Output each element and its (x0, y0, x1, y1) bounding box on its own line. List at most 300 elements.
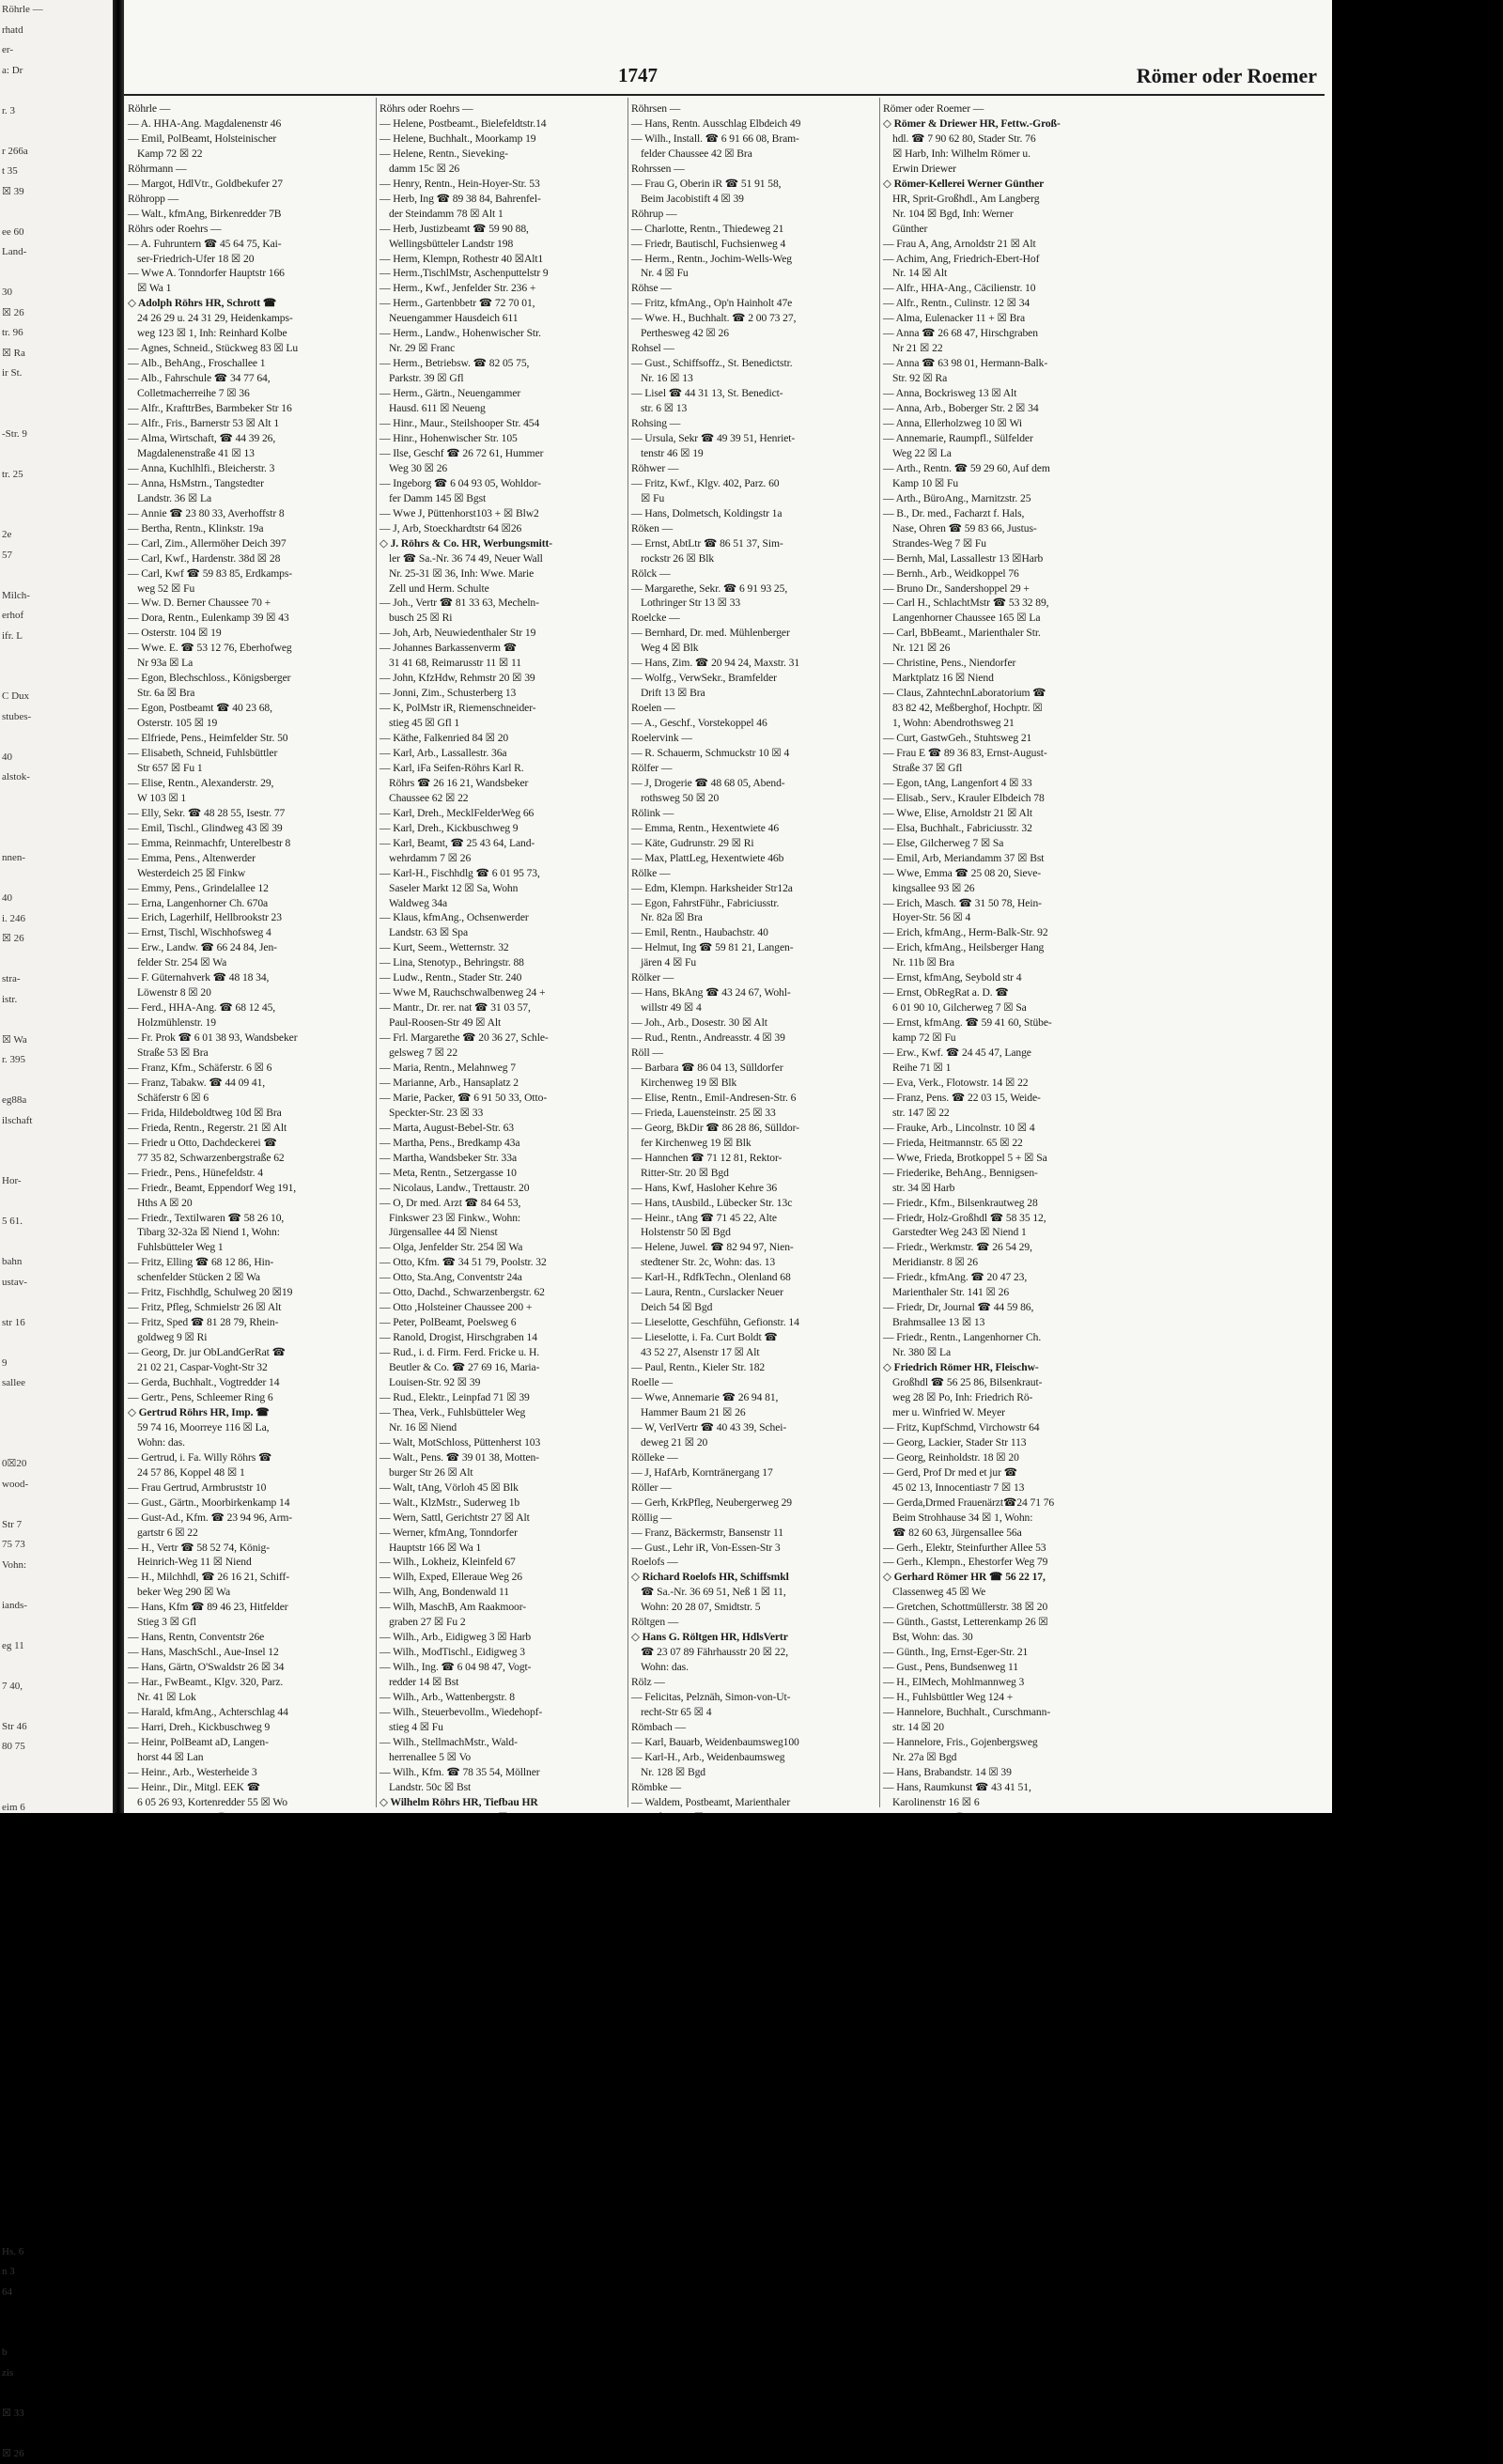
adjacent-page-text (0, 2383, 113, 2404)
directory-entry: goldweg 9 ☒ Ri (128, 1330, 376, 1345)
adjacent-page-text (0, 1616, 113, 1636)
directory-entry: ◇ J. Röhrs & Co. HR, Werbungsmitt- (380, 536, 628, 551)
directory-entry: Kamp 10 ☒ Fu (883, 476, 1131, 491)
directory-entry: ☒ Wa 1 (128, 281, 376, 296)
directory-entry: schenfelder Stücken 2 ☒ Wa (128, 1270, 376, 1285)
directory-entry: Nr. 27a ☒ Bgd (883, 1750, 1131, 1765)
adjacent-page-text: ☒ 26 (0, 929, 113, 950)
directory-entry: — Hans, tAusbild., Lübecker Str. 13c (631, 1196, 879, 1211)
directory-entry: — Max, PlattLeg, Hexentwiete 46b (631, 851, 879, 866)
directory-entry: Colletmacherreihe 7 ☒ 36 (128, 386, 376, 401)
directory-entry: Erwin Driewer (883, 162, 1131, 177)
directory-entry: — Helene, Postbeamt., Bielefeldtstr.14 (380, 116, 628, 132)
directory-entry: — Franz, Pens. ☎ 22 03 15, Weide- (883, 1091, 1131, 1106)
adjacent-page-text (0, 485, 113, 505)
directory-entry: — Walt., KlzMstr., Suderweg 1b (380, 1495, 628, 1511)
directory-entry: — Wilh., Kfm. ☎ 78 35 54, Möllner (380, 1765, 628, 1780)
directory-entry: — Ww. D. Berner Chaussee 70 + (128, 596, 376, 611)
directory-entry: — Rud., i. d. Firm. Ferd. Fricke u. H. (380, 1345, 628, 1360)
directory-entry: — Friedr., Werkmstr. ☎ 26 54 29, (883, 1240, 1131, 1255)
directory-entry: — Gerh, KrkPfleg, Neubergerweg 29 (631, 1495, 879, 1511)
adjacent-page-text: C Dux (0, 687, 113, 707)
directory-entry: — Jonni, Zim., Schusterberg 13 (380, 686, 628, 701)
directory-entry: Nr 21 ☒ 22 (883, 341, 1131, 356)
directory-entry: — Gerd, Prof Dr med et jur ☎ (883, 1465, 1131, 1480)
directory-entry: 21 02 21, Caspar-Voght-Str 32 (128, 1360, 376, 1375)
adjacent-page-text (0, 1495, 113, 1515)
directory-entry: — Karl, Bauarb, Weidenbaumsweg100 (631, 1735, 879, 1750)
directory-entry: — Hans, Kwf, Hasloher Kehre 36 (631, 1181, 879, 1196)
directory-entry: ◇ Richard Roelofs HR, Schiffsmkl (631, 1570, 879, 1585)
directory-entry: ☎ 23 07 89 Fährhausstr 20 ☒ 22, (631, 1645, 879, 1660)
directory-entry: Weg 22 ☒ La (883, 446, 1131, 461)
directory-entry: Stieg 3 ☒ Gfl (128, 1615, 376, 1630)
directory-entry: 59 74 16, Moorreye 116 ☒ La, (128, 1420, 376, 1435)
directory-entry: — Emil, PolBeamt, Holsteinischer (128, 132, 376, 147)
adjacent-page-text (0, 2181, 113, 2202)
directory-entry: — Har., FwBeamt., Klgv. 320, Parz. (128, 1675, 376, 1690)
adjacent-page-text: 57 (0, 546, 113, 566)
surname-heading: Römbach — (631, 1720, 879, 1735)
directory-entry: — Gust., Pens, Bundsenweg 11 (883, 1660, 1131, 1675)
directory-entry: Nr. 128 ☒ Bgd (631, 1765, 879, 1780)
directory-entry: Günther (883, 222, 1131, 237)
adjacent-page-text: r 266a (0, 142, 113, 163)
directory-entry: — H., ElMech, Mohlmannweg 3 (883, 1675, 1131, 1690)
directory-entry: Nr. 25-31 ☒ 36, Inh: Wwe. Marie (380, 566, 628, 581)
directory-entry: — Heinr., Dir., Mitgl. EEK ☎ (128, 1780, 376, 1795)
directory-entry: — Gertrud, i. Fa. Willy Röhrs ☎ (128, 1450, 376, 1465)
directory-entry: — Helene, Rentn., Sieveking- (380, 147, 628, 162)
directory-entry: Landstr. 50c ☒ Bst (380, 1780, 628, 1795)
directory-entry: — Joh., Vertr ☎ 81 33 63, Mecheln- (380, 596, 628, 611)
directory-entry: — Dora, Rentn., Eulenkamp 39 ☒ 43 (128, 611, 376, 626)
directory-entry: 45 02 13, Innocentiastr 7 ☒ 13 (883, 1480, 1131, 1495)
directory-entry: Str. 6a ☒ Bra (128, 686, 376, 701)
directory-entry: — Alma, Wirtschaft, ☎ 44 39 26, (128, 431, 376, 446)
directory-entry: ☎ Sa.-Nr. 36 69 51, Neß 1 ☒ 11, (631, 1585, 879, 1600)
directory-entry: — Hans, Zim. ☎ 20 94 24, Maxstr. 31 (631, 656, 879, 671)
directory-entry: — Erw., Kwf. ☎ 24 45 47, Lange (883, 1046, 1131, 1061)
directory-entry: — Helene, Buchhalt., Moorkamp 19 (380, 132, 628, 147)
directory-entry: — Margot, HdlVtr., Goldbekufer 27 (128, 177, 376, 192)
directory-entry: Straße 37 ☒ Gfl (883, 761, 1131, 776)
directory-entry: — Maria, Rentn., Melahnweg 7 (380, 1061, 628, 1076)
adjacent-page-text: t 35 (0, 162, 113, 182)
directory-entry: — Friedr., Kfm., Bilsenkrautweg 28 (883, 1196, 1131, 1211)
directory-entry: — Annie ☎ 23 80 33, Averhoffstr 8 (128, 506, 376, 521)
adjacent-page-text: Str 7 (0, 1515, 113, 1536)
directory-entry: str. 6 ☒ 13 (631, 401, 879, 416)
directory-entry: — Anna, Ellerholzweg 10 ☒ Wi (883, 416, 1131, 431)
directory-entry: — Wilh., Ing. ☎ 6 04 98 47, Vogt- (380, 1660, 628, 1675)
directory-entry: — Emmy, Pens., Grindelallee 12 (128, 881, 376, 896)
directory-entry: Kirchenweg 19 ☒ Blk (631, 1076, 879, 1091)
directory-entry: — Karl, Beamt, ☎ 25 43 64, Land- (380, 836, 628, 851)
directory-entry: — Erich, kfmAng., Herm-Balk-Str. 92 (883, 925, 1131, 940)
directory-entry: — Anna ☎ 26 68 47, Hirschgraben (883, 326, 1131, 341)
directory-entry: wehrdamm 7 ☒ 26 (380, 851, 628, 866)
directory-entry: — Martha, Pens., Bredkamp 43a (380, 1136, 628, 1151)
directory-entry: — Gust., Lehr iR, Von-Essen-Str 3 (631, 1541, 879, 1556)
directory-entry: — Wilh., ModTischl., Eidigweg 3 (380, 1645, 628, 1660)
directory-entry: — Annemarie, Raumpfl., Sülfelder (883, 431, 1131, 446)
directory-entry: — Lieselotte, Geschfühn, Gefionstr. 14 (631, 1315, 879, 1330)
directory-entry: horst 44 ☒ Lan (128, 1750, 376, 1765)
directory-entry: — Gerh., Elektr, Steinfurther Allee 53 (883, 1541, 1131, 1556)
adjacent-page-text: ifr. L (0, 627, 113, 647)
adjacent-page-text (0, 667, 113, 688)
directory-entry: — Alma, Eulenacker 11 + ☒ Bra (883, 311, 1131, 326)
column-1 (128, 101, 376, 1804)
directory-entry: redder 14 ☒ Bst (380, 1675, 628, 1690)
surname-heading: Rölink — (631, 806, 879, 821)
directory-entry: — Otto, Sta.Ang, Conventstr 24a (380, 1270, 628, 1285)
directory-entry: — Harald, kfmAng., Achterschlag 44 (128, 1705, 376, 1720)
adjacent-page-text (0, 1232, 113, 1253)
directory-entry: weg 123 ☒ 1, Inh: Reinhard Kolbe (128, 326, 376, 341)
page-gutter (113, 0, 124, 1813)
directory-entry: — Walt., Pens. ☎ 39 01 38, Motten- (380, 1450, 628, 1465)
adjacent-page-text (0, 2222, 113, 2242)
directory-entry: — Wwe, Emma ☎ 25 08 20, Sieve- (883, 866, 1131, 881)
surname-heading: Röll — (631, 1046, 879, 1061)
directory-entry: — A., Geschf., Vorstekoppel 46 (631, 716, 879, 731)
directory-entry: Jürgensallee 44 ☒ Nienst (380, 1225, 628, 1240)
directory-entry: — Elisab., Serv., Krauler Elbdeich 78 (883, 791, 1131, 806)
directory-entry: felder Str. 254 ☒ Wa (128, 955, 376, 970)
directory-entry: Garstedter Weg 243 ☒ Niend 1 (883, 1225, 1131, 1240)
directory-entry: mer u. Winfried W. Meyer (883, 1405, 1131, 1420)
directory-entry: — Helmut, Ing ☎ 59 81 21, Langen- (631, 940, 879, 955)
adjacent-page-text: 30 (0, 283, 113, 303)
directory-entry: Nr. 11b ☒ Bra (883, 955, 1131, 970)
directory-entry: — John, KfzHdw, Rehmstr 20 ☒ 39 (380, 671, 628, 686)
directory-entry: — Ursula, Sekr ☎ 49 39 51, Henriet- (631, 431, 879, 446)
directory-entry: — Bernhard, Dr. med. Mühlenberger (631, 626, 879, 641)
directory-entry: Nr. 4 ☒ Fu (631, 266, 879, 281)
adjacent-page-text (0, 2100, 113, 2121)
surname-heading: Rölke — (631, 866, 879, 881)
directory-entry: Parkstr. 39 ☒ Gfl (380, 371, 628, 386)
directory-entry: stedtener Str. 2c, Wohn: das. 13 (631, 1255, 879, 1270)
adjacent-page-text: tr. 96 (0, 323, 113, 344)
directory-entry: — Fr. Prok ☎ 6 01 38 93, Wandsbeker (128, 1031, 376, 1046)
directory-entry: Louisen-Str. 92 ☒ 39 (380, 1375, 628, 1390)
directory-entry: Wellingsbütteler Landstr 198 (380, 237, 628, 252)
directory-entry: — Curt, GastwGeh., Stuhtsweg 21 (883, 731, 1131, 746)
surname-heading: Roelervink — (631, 731, 879, 746)
surname-heading: Rölleke — (631, 1450, 879, 1465)
adjacent-page-text: ee 60 (0, 223, 113, 243)
directory-entry: 77 35 82, Schwarzenbergstraße 62 (128, 1151, 376, 1166)
directory-entry: Nr. 16 ☒ 13 (631, 371, 879, 386)
directory-entry: — Peter, PolBeamt, Poelsweg 6 (380, 1315, 628, 1330)
surname-heading: Röhrsen — (631, 101, 879, 116)
directory-entry: — Marianne, Arb., Hansaplatz 2 (380, 1076, 628, 1091)
adjacent-page-text: tr. 25 (0, 465, 113, 486)
directory-entry: — Erich, kfmAng., Heilsberger Hang (883, 940, 1131, 955)
directory-entry: ◇ Wilhelm Röhrs HR, Tiefbau HR (380, 1795, 628, 1810)
adjacent-page-text (0, 1758, 113, 1778)
directory-entry: — Hinr., Hohenwischer Str. 105 (380, 431, 628, 446)
directory-entry: busch 25 ☒ Ri (380, 611, 628, 626)
surname-heading: Röllig — (631, 1511, 879, 1526)
directory-entry: Wohn: das. (128, 1435, 376, 1450)
adjacent-page-text: stubes- (0, 707, 113, 728)
directory-entry: — Lina, Stenotyp., Behringstr. 88 (380, 955, 628, 970)
adjacent-page-text: eg 11 (0, 1636, 113, 1657)
adjacent-page-text: Str 46 (0, 1717, 113, 1738)
directory-entry: — Herm., Gärtn., Neuengammer (380, 386, 628, 401)
directory-entry: Schäferstr 6 ☒ 6 (128, 1091, 376, 1106)
adjacent-page-text: ☒ 26 (0, 2444, 113, 2464)
directory-entry: — Walt, tAng, Vörloh 45 ☒ Blk (380, 1480, 628, 1495)
directory-entry: — Else, Gilcherweg 7 ☒ Sa (883, 836, 1131, 851)
adjacent-page-text: ☒ Wa (0, 1031, 113, 1051)
directory-entry: deweg 21 ☒ 20 (631, 1435, 879, 1450)
directory-entry: — Franz, Tabakw. ☎ 44 09 41, (128, 1076, 376, 1091)
directory-entry: — Fritz, KupfSchmd, Virchowstr 64 (883, 1420, 1131, 1435)
directory-entry: Lothringer Str 13 ☒ 33 (631, 596, 879, 611)
directory-entry: — Harri, Dreh., Kickbuschweg 9 (128, 1720, 376, 1735)
directory-entry: — Kurt, Seem., Wetternstr. 32 (380, 940, 628, 955)
directory-entry: — Karl-H., Fischhdlg ☎ 6 01 95 73, (380, 866, 628, 881)
directory-entry: — Claus, ZahntechnLaboratorium ☎ (883, 686, 1131, 701)
adjacent-page-text (0, 1777, 113, 1798)
directory-entry: ☒ Harb, Inh: Wilhelm Römer u. (883, 147, 1131, 162)
directory-entry: — Ranold, Drogist, Hirschgraben 14 (380, 1330, 628, 1345)
directory-entry: Chaussee 62 ☒ 22 (380, 791, 628, 806)
adjacent-page-text (0, 829, 113, 849)
directory-entry: — Ernst, Tischl, Wischhofsweg 4 (128, 925, 376, 940)
directory-entry: — Georg, Dr. jur ObLandGerRat ☎ (128, 1345, 376, 1360)
directory-entry: Nr 93a ☒ La (128, 656, 376, 671)
adjacent-page-text (0, 384, 113, 405)
adjacent-page-text (0, 1394, 113, 1415)
directory-entry: ☎ 82 60 63, Jürgensallee 56a (883, 1526, 1131, 1541)
directory-entry: — Elisabeth, Schneid, Fuhlsbüttler (128, 746, 376, 761)
directory-entry: — Hans, Gärtn, O'Swaldstr 26 ☒ 34 (128, 1660, 376, 1675)
directory-entry: — Herm., Landw., Hohenwischer Str. (380, 326, 628, 341)
directory-entry: fer Damm 145 ☒ Bgst (380, 491, 628, 506)
directory-entry: ◇ Adolph Röhrs HR, Schrott ☎ (128, 296, 376, 311)
directory-entry: — Hans, BkAng ☎ 43 24 67, Wohl- (631, 985, 879, 1000)
adjacent-page-text (0, 2202, 113, 2223)
directory-entry: — Marta, August-Bebel-Str. 63 (380, 1121, 628, 1136)
adjacent-page-text (0, 1293, 113, 1313)
directory-entry: Wohn: 20 28 07, Smidtstr. 5 (631, 1600, 879, 1615)
directory-entry: — Wwe, Annemarie ☎ 26 94 81, (631, 1390, 879, 1405)
directory-entry: — Hinr., Maur., Steilshooper Str. 454 (380, 416, 628, 431)
directory-entry: Landstr. 63 ☒ Spa (380, 925, 628, 940)
directory-entry: Magdalenenstraße 41 ☒ 13 (128, 446, 376, 461)
directory-entry: ◇ Hans G. Röltgen HR, HdlsVertr (631, 1630, 879, 1645)
directory-entry: — Karl, Arb., Lassallestr. 36a (380, 746, 628, 761)
directory-entry: — Franz, Bäckermstr, Bansenstr 11 (631, 1526, 879, 1541)
directory-entry: ◇ Friedrich Römer HR, Fleischw- (883, 1360, 1131, 1375)
directory-entry: — Anna, HsMstrn., Tangstedter (128, 476, 376, 491)
directory-entry: — Fritz, Kwf., Klgv. 402, Parz. 60 (631, 476, 879, 491)
directory-entry: — Frl. Margarethe ☎ 20 36 27, Schle- (380, 1031, 628, 1046)
directory-entry: — R. Schauerm, Schmuckstr 10 ☒ 4 (631, 746, 879, 761)
adjacent-page-text (0, 263, 113, 284)
surname-heading: Röltgen — (631, 1615, 879, 1630)
directory-entry: 83 82 42, Meßberghof, Hochptr. ☒ (883, 701, 1131, 716)
directory-entry: — Frida, Hildeboldtweg 10d ☒ Bra (128, 1106, 376, 1121)
directory-entry: — Fritz, kfmAng., Op'n Hainholt 47e (631, 296, 879, 311)
directory-entry: Löwenstr 8 ☒ 20 (128, 985, 376, 1000)
adjacent-page-text: a: Dr (0, 61, 113, 82)
directory-entry: — Elfriede, Pens., Heimfelder Str. 50 (128, 731, 376, 746)
directory-entry: — Ernst, kfmAng, Seybold str 4 (883, 970, 1131, 985)
adjacent-page-text: sallee (0, 1373, 113, 1394)
directory-entry: — Wilh., Arb., Eidigweg 3 ☒ Harb (380, 1630, 628, 1645)
directory-entry: weg 28 ☒ Po, Inh: Friedrich Rö- (883, 1390, 1131, 1405)
directory-entry: — Karl-H., RdfkTechn., Olenland 68 (631, 1270, 879, 1285)
directory-entry: — Heinr., tAng ☎ 71 45 22, Alte (631, 1211, 879, 1226)
directory-entry: Holzmühlenstr. 19 (128, 1015, 376, 1031)
adjacent-page-text: eim 6 (0, 1798, 113, 1819)
adjacent-page-text: 64 (0, 2283, 113, 2303)
directory-entry: — Herb, Justizbeamt ☎ 59 90 88, (380, 222, 628, 237)
adjacent-page-text (0, 505, 113, 526)
adjacent-page-text: ☒ Ra (0, 344, 113, 364)
directory-entry: Osterstr. 105 ☒ 19 (128, 716, 376, 731)
directory-entry: — Friedr., Pens., Hünefeldstr. 4 (128, 1166, 376, 1181)
adjacent-page-text (0, 2162, 113, 2182)
adjacent-page-text: stra- (0, 969, 113, 990)
directory-entry: — Helene, Juwel. ☎ 82 94 97, Nien- (631, 1240, 879, 1255)
scan-border (0, 1813, 1503, 2045)
directory-entry: gartstr 6 ☒ 22 (128, 1526, 376, 1541)
adjacent-page-text: 5 61. (0, 1212, 113, 1232)
directory-entry: — Elly, Sekr. ☎ 48 28 55, Isestr. 77 (128, 806, 376, 821)
adjacent-page-text (0, 2424, 113, 2444)
directory-entry: Weg 30 ☒ 26 (380, 461, 628, 476)
directory-entry: — Hans, Brabandstr. 14 ☒ 39 (883, 1765, 1131, 1780)
directory-entry: Bst, Wohn: das. 30 (883, 1630, 1131, 1645)
adjacent-page-text (0, 2081, 113, 2101)
adjacent-page-text (0, 1656, 113, 1677)
adjacent-page-text (0, 2302, 113, 2323)
adjacent-page-text: eg88a (0, 1091, 113, 1111)
directory-entry: HR, Sprit-Großhdl., Am Langberg (883, 192, 1131, 207)
directory-entry: Classenweg 45 ☒ We (883, 1585, 1131, 1600)
directory-entry: — Wilh., StellmachMstr., Wald- (380, 1735, 628, 1750)
directory-entry: burger Str 26 ☒ Alt (380, 1465, 628, 1480)
running-head: Römer oder Roemer (1137, 64, 1317, 88)
directory-entry: — O, Dr med. Arzt ☎ 84 64 53, (380, 1196, 628, 1211)
directory-entry: — Käthe, Falkenried 84 ☒ 20 (380, 731, 628, 746)
directory-entry: — Carl H., SchlachtMstr ☎ 53 32 89, (883, 596, 1131, 611)
surname-heading: Röhrmann — (128, 162, 376, 177)
directory-entry: — Wilh, Ang, Bondenwald 11 (380, 1585, 628, 1600)
directory-entry: — Günth., Gastst, Letterenkamp 26 ☒ (883, 1615, 1131, 1630)
adjacent-page-text: istr. (0, 990, 113, 1011)
adjacent-page-text (0, 869, 113, 890)
directory-entry: — Erich, Lagerhilf, Hellbrookstr 23 (128, 910, 376, 925)
directory-entry: — Eva, Verk., Flotowstr. 14 ☒ 22 (883, 1076, 1131, 1091)
directory-entry: Hoyer-Str. 56 ☒ 4 (883, 910, 1131, 925)
directory-entry: — Karl, iFa Seifen-Röhrs Karl R. (380, 761, 628, 776)
directory-entry: — Anna, Kuchlhlfi., Bleicherstr. 3 (128, 461, 376, 476)
directory-entry: — Christine, Pens., Niendorfer (883, 656, 1131, 671)
directory-entry: — Waldem, Postbeamt, Marienthaler (631, 1795, 879, 1810)
directory-entry: Hths A ☒ 20 (128, 1196, 376, 1211)
adjacent-page-text: Land- (0, 242, 113, 263)
directory-entry: 31 41 68, Reimarusstr 11 ☒ 11 (380, 656, 628, 671)
directory-entry: — Alfr., HHA-Ang., Cäcilienstr. 10 (883, 281, 1131, 296)
directory-entry: Meridianstr. 8 ☒ 26 (883, 1255, 1131, 1270)
adjacent-page-text (0, 2060, 113, 2081)
adjacent-page-text: ilschaft (0, 1111, 113, 1132)
directory-entry: stieg 4 ☒ Fu (380, 1720, 628, 1735)
directory-entry: recht-Str 65 ☒ 4 (631, 1705, 879, 1720)
directory-entry: — Emma, Rentn., Hexentwiete 46 (631, 821, 879, 836)
directory-entry: damm 15c ☒ 26 (380, 162, 628, 177)
directory-entry: — Carl, Zim., Allermöher Deich 397 (128, 536, 376, 551)
directory-entry: — Anna, Arb., Boberger Str. 2 ☒ 34 (883, 401, 1131, 416)
directory-entry: Marienthaler Str. 141 ☒ 26 (883, 1285, 1131, 1300)
directory-entry: — H., Fuhlsbüttler Weg 124 + (883, 1690, 1131, 1705)
directory-entry: — Laura, Rentn., Curslacker Neuer (631, 1285, 879, 1300)
directory-entry: Strandes-Weg 7 ☒ Fu (883, 536, 1131, 551)
directory-entry: — Heinr., Arb., Westerheide 3 (128, 1765, 376, 1780)
adjacent-page-text (0, 1131, 113, 1152)
directory-entry: Nr. 104 ☒ Bgd, Inh: Werner (883, 207, 1131, 222)
directory-entry: — Thea, Verk., Fuhlsbütteler Weg (380, 1405, 628, 1420)
directory-entry: Nr. 380 ☒ La (883, 1345, 1131, 1360)
directory-entry: Marktplatz 16 ☒ Niend (883, 671, 1131, 686)
directory-entry: graben 27 ☒ Fu 2 (380, 1615, 628, 1630)
directory-entry: — Gerda,Drmed Frauenärzt☎24 71 76 (883, 1495, 1131, 1511)
adjacent-page-text: ☒ 26 (0, 303, 113, 324)
directory-entry: — Emil, Arb, Meriandamm 37 ☒ Bst (883, 851, 1131, 866)
surname-heading: Roelofs — (631, 1555, 879, 1570)
directory-entry: — Georg, BkDir ☎ 86 28 86, Sülldor- (631, 1121, 879, 1136)
directory-entry: — Emil, Rentn., Haubachstr. 40 (631, 925, 879, 940)
directory-entry: Beim Strohhause 34 ☒ 1, Wohn: (883, 1511, 1131, 1526)
surname-heading: Röller — (631, 1480, 879, 1495)
directory-entry: — Emil, Tischl., Glindweg 43 ☒ 39 (128, 821, 376, 836)
surname-heading: Römbke — (631, 1780, 879, 1795)
directory-entry: Hausd. 611 ☒ Neueng (380, 401, 628, 416)
directory-entry: — Felicitas, Pelznäh, Simon-von-Ut- (631, 1690, 879, 1705)
directory-entry: — Emma, Pens., Altenwerder (128, 851, 376, 866)
directory-entry: — Erna, Langenhorner Ch. 670a (128, 896, 376, 911)
directory-entry: — W, VerlVertr ☎ 40 43 39, Schei- (631, 1420, 879, 1435)
directory-entry: — Werner, kfmAng, Tonndorfer (380, 1526, 628, 1541)
adjacent-page-text: rhatd (0, 21, 113, 41)
directory-entry: — Lieselotte, i. Fa. Curt Boldt ☎ (631, 1330, 879, 1345)
adjacent-page-text (0, 1434, 113, 1455)
directory-entry: — K, PolMstr iR, Riemenschneider- (380, 701, 628, 716)
directory-entry: Nr. 14 ☒ Alt (883, 266, 1131, 281)
adjacent-page-text: ustav- (0, 1273, 113, 1294)
adjacent-page-text (0, 1071, 113, 1092)
directory-entry: 6 01 90 10, Gilcherweg 7 ☒ Sa (883, 1000, 1131, 1015)
directory-entry: Langenhorner Chaussee 165 ☒ La (883, 611, 1131, 626)
directory-entry: — Gertr., Pens, Schleemer Ring 6 (128, 1390, 376, 1405)
directory-entry: — Osterstr. 104 ☒ 19 (128, 626, 376, 641)
directory-entry: Straße 53 ☒ Bra (128, 1046, 376, 1061)
directory-entry: — Frieda, Rentn., Regerstr. 21 ☒ Alt (128, 1121, 376, 1136)
directory-entry: — Wwe J, Püttenhorst103 + ☒ Blw2 (380, 506, 628, 521)
directory-entry: ◇ Römer-Kellerei Werner Günther (883, 177, 1131, 192)
surname-heading: Rölfer — (631, 761, 879, 776)
directory-entry: rothsweg 50 ☒ 20 (631, 791, 879, 806)
